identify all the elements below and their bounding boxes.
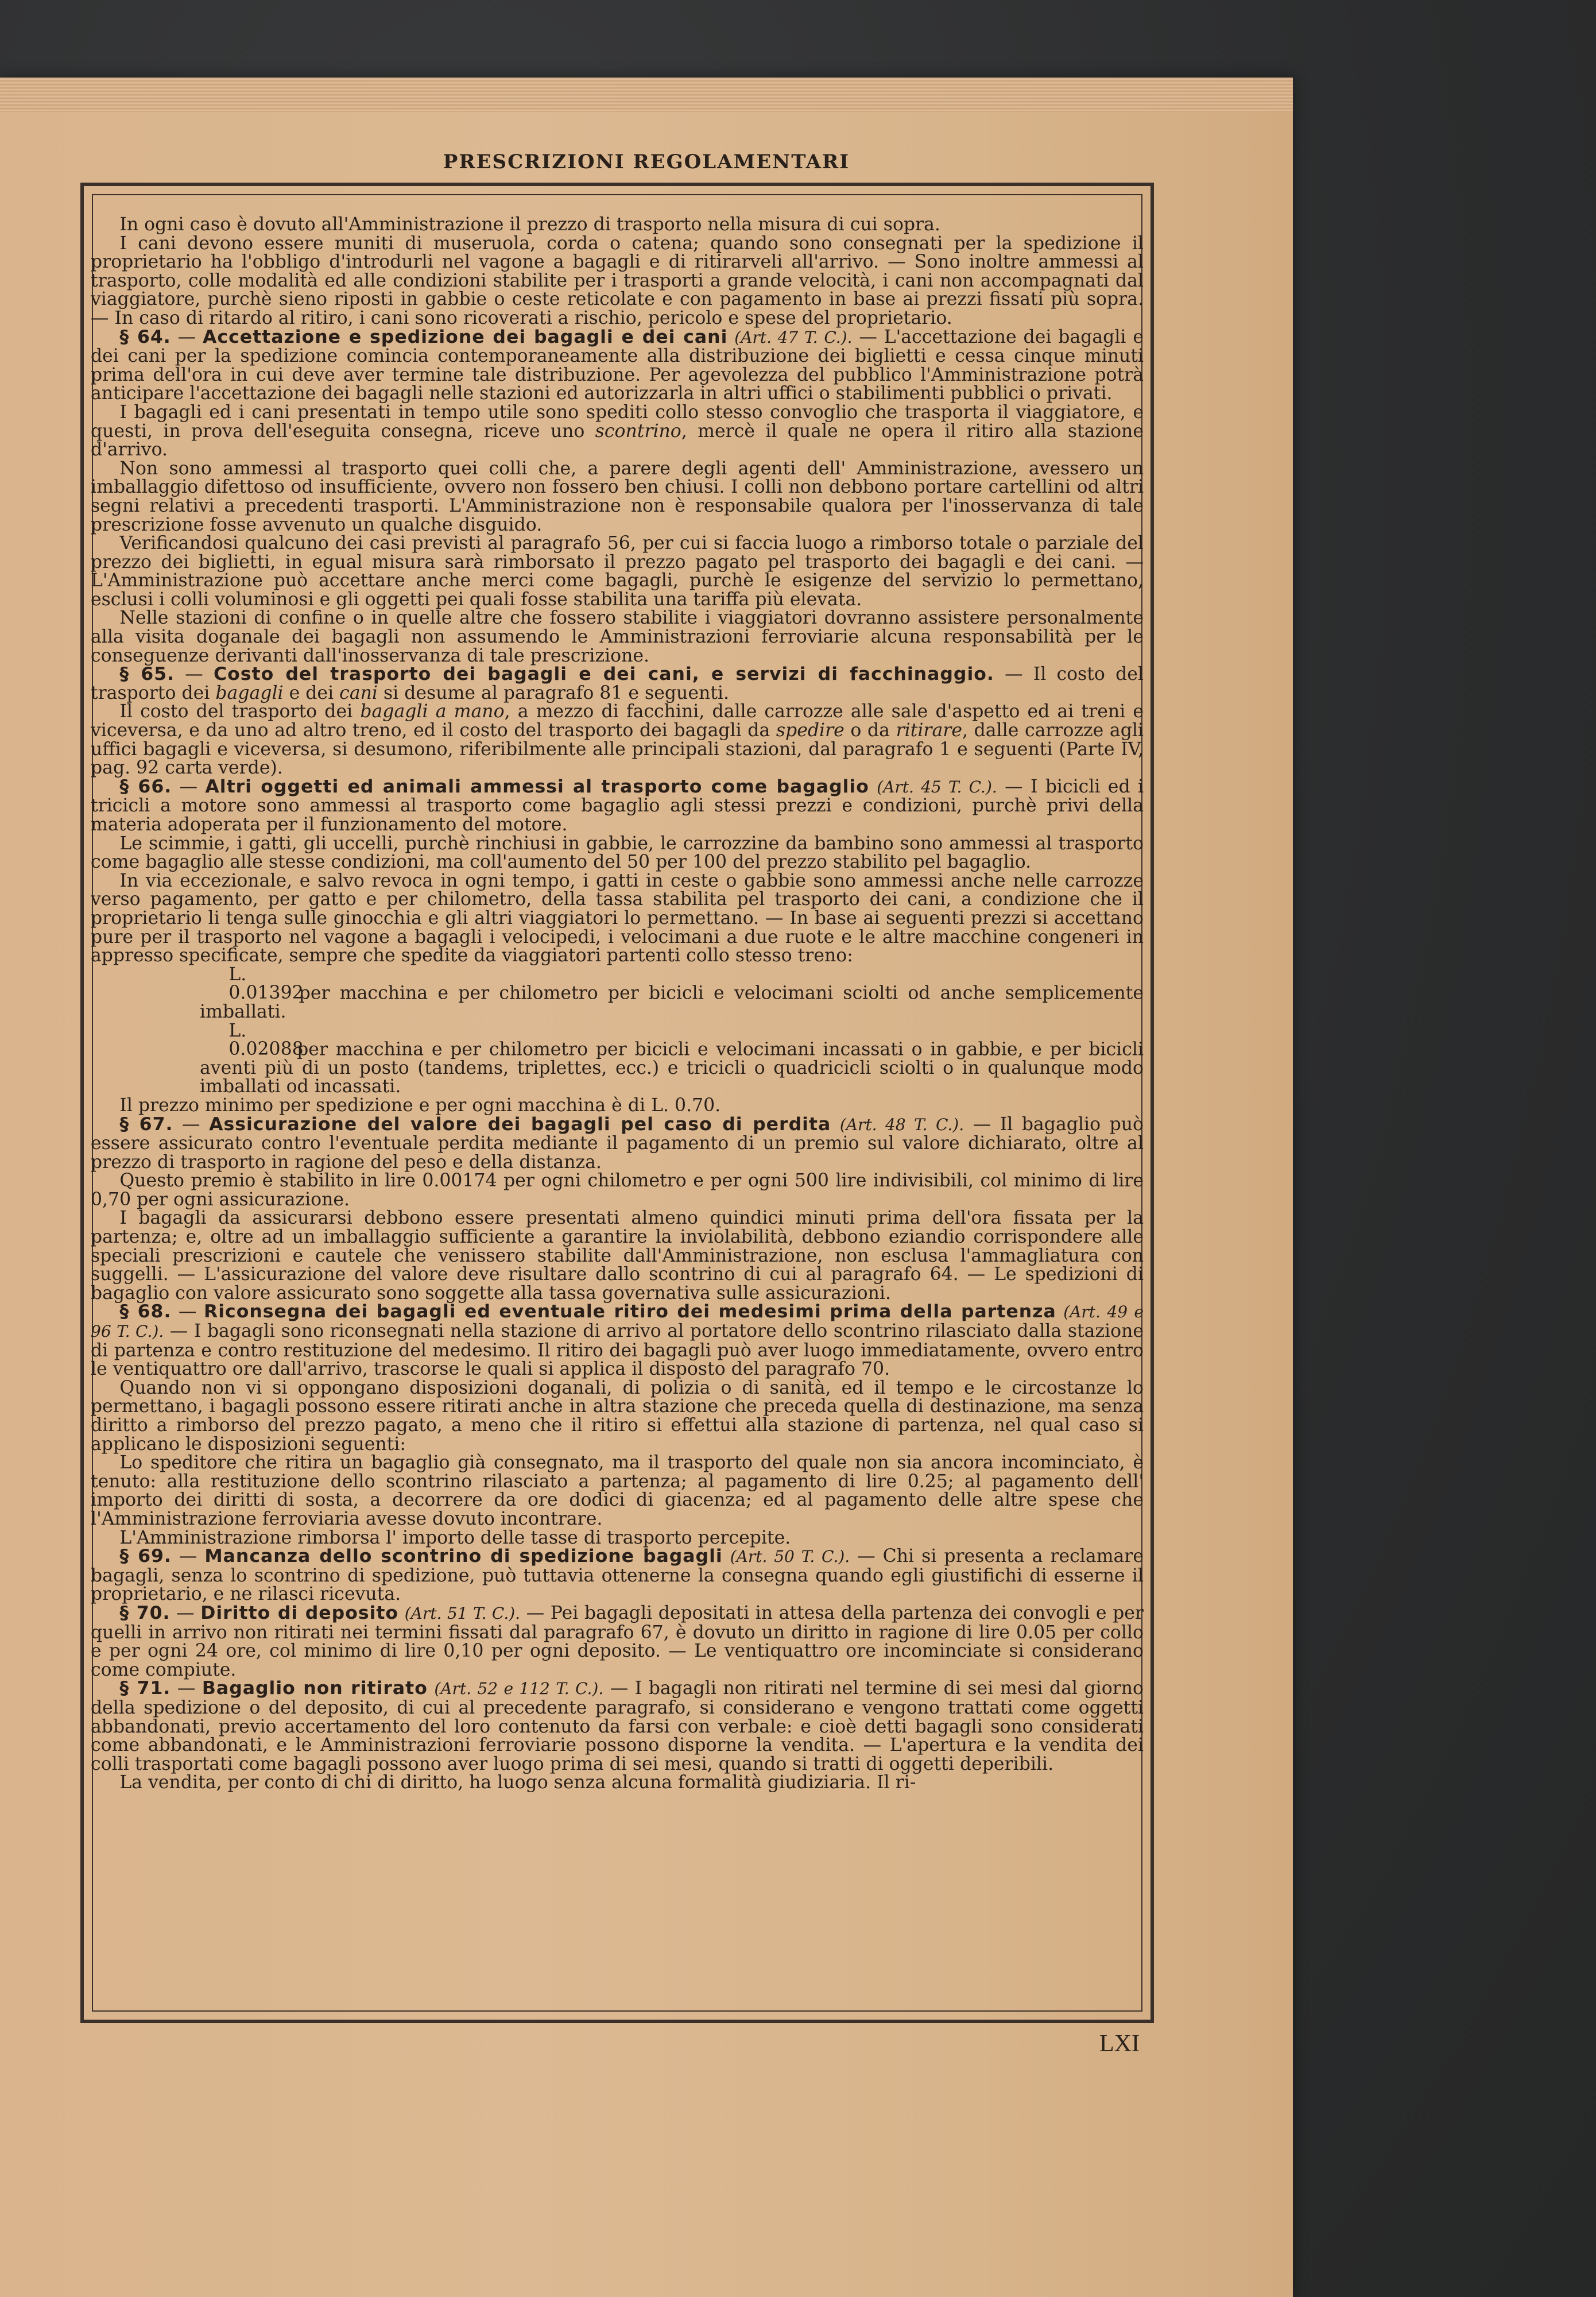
running-title: PRESCRIZIONI REGOLAMENTARI [443, 150, 850, 173]
paragraph: L'Amministrazione rimborsa l' importo delle tasse di trasporto percepite. [119, 1527, 791, 1548]
section-65: § 65. — Costo del trasporto dei bagagli e dei cani, e servizi di facchinaggio. — Il costo del trasporto dei bagagli e dei cani si desume al paragrafo 81 e seguenti. [91, 664, 1144, 703]
paragraph: In ogni caso è dovuto all'Amministrazione il prezzo di trasporto nella misura di cui sopra. [119, 214, 940, 235]
section-number: § 65. [119, 664, 175, 685]
section-number: § 68. [119, 1301, 172, 1322]
section-lead: — Il bagaglio può essere assicurato contro l'eventuale perdita mediante il pagamento di un premio sul valore dichiarato, oltre al prezzo di trasporto in ragione del peso e della distanza. [91, 1113, 1144, 1173]
text-run: I bagagli ed i cani presentati in tempo utile sono spediti collo stesso convoglio che trasporta il viaggiatore, e questi, in prova dell'eseguita consegna, riceve uno [91, 401, 1144, 442]
text-run: , a mezzo di facchini, dalle carrozze alle sale d'aspetto ed ai treni e viceversa, e da uno ad altro treno, ed il costo del trasporto dei bagagli da [91, 701, 1144, 741]
emphasis: cani [339, 682, 378, 703]
body-text [91, 215, 1144, 1792]
section-title: Costo del trasporto dei bagagli e dei cani, e servizi di facchinaggio. [214, 664, 994, 685]
section-69: § 69. — Mancanza dello scontrino di spedizione bagagli (Art. 50 T. C.). — Chi si presenta a reclamare bagagli, senza lo scontrino di spedizione, può tuttavia ottenerne la consegna quando egli giustifichi di esserne il proprietario, e ne rilasci ricevuta. [91, 1546, 1144, 1605]
section-title: Accettazione e spedizione dei bagagli e dei cani [203, 326, 728, 347]
section-title: Altri oggetti ed animali ammessi al trasporto come bagaglio [205, 776, 869, 797]
paragraph [91, 702, 1144, 777]
tariff-price: L. 0.02088 [228, 1020, 304, 1060]
paragraph: Verificandosi qualcuno dei casi previsti al paragrafo 56, per cui si faccia luogo a rimborso totale o parziale del prezzo dei biglietti, in egual misura sarà rimborsato il prezzo pagato pel trasporto dei bagagli e dei cani. — L'Amministrazione può accettare anche merci come bagagli, purchè le esigenze del servizio lo permettano, esclusi i colli voluminosi e gli oggetti pei quali fosse stabilita una tariffa più elevata. [91, 533, 1144, 610]
section-lead: L'accettazione dei bagagli e dei cani per la spedizione comincia contemporaneamente alla distribuzione dei biglietti e cessa cinque minuti prima dell'ora in cui deve aver termine tale distribuzione. Per agevolezza del pubblico l'Amministrazione potrà anticipare l'accettazione dei bagagli nelle stazioni ed autorizzarla in altri uffici o stabilimenti pubblici o privati. [91, 326, 1144, 404]
article-reference: (Art. 50 T. C.). [730, 1547, 850, 1567]
emphasis: ritirare [896, 720, 962, 741]
text-run: e dei [289, 682, 334, 703]
section-number: § 66. [119, 776, 172, 797]
tariff-description: per macchina e per chilometro per bicicli e velocimani sciolti od anche semplicemente imballati. [200, 983, 1144, 1022]
text-run: o da [850, 720, 890, 741]
paragraph [91, 403, 1144, 459]
section-title: Mancanza dello scontrino di spedizione bagagli [204, 1546, 723, 1567]
paragraph: Il prezzo minimo per spedizione e per ogni macchina è di L. 0.70. [119, 1095, 721, 1116]
article-reference: (Art. 47 T. C.). [734, 327, 853, 347]
section-number: § 69. [119, 1546, 172, 1567]
paragraph: I bagagli da assicurarsi debbono essere presentati almeno quindici minuti prima dell'ora fissata per la partenza; e, oltre ad un imballaggio sufficiente a garantire la inviolabilità, debbono eziandio corrispondere alle speciali prescrizioni e cautele che venissero stabilite dall'Amministrazione, non esclusa l'ammagliatura con suggelli. — L'assicurazione del valore deve risultare dallo scontrino di cui al paragrafo 64. — Le spedizioni di bagaglio con valore assicurato sono soggette alla tassa governativa sulle assicurazioni. [91, 1208, 1144, 1304]
paragraph: In via eccezionale, e salvo revoca in ogni tempo, i gatti in ceste o gabbie sono ammessi anche nelle carrozze verso pagamento, per gatto e per chilometro, della tassa stabilita pel trasporto dei cani, a condizione che il proprietario li tenga sulle ginocchia e gli altri viaggiatori lo permettano. — In base ai seguenti prezzi si accettano pure per il trasporto nel vagone a bagagli i velocipedi, i velocimani a due ruote e le altre macchine congeneri in appresso specificate, sempre che spedite da viaggiatori partenti collo stesso treno: [91, 870, 1144, 966]
section-66: § 66. — Altri oggetti ed animali ammessi al trasporto come bagaglio (Art. 45 T. C.). — I bicicli ed i tricicli a motore sono ammessi al trasporto come bagaglio agli stessi prezzi e condizioni, purchè privi della materia adoperata per il funzionamento del motore. [91, 776, 1144, 835]
emphasis: spedire [776, 720, 845, 741]
text-run: Il costo del trasporto dei [119, 701, 353, 722]
section-number: § 67. [119, 1113, 173, 1135]
section-68: § 68. — Riconsegna dei bagagli ed eventuale ritiro dei medesimi prima della partenza (Art. 49 e 96 T. C.). — I bagagli sono riconsegnati nella stazione di arrivo al portatore dello scontrino rilasciato dalla stazione di partenza e contro restituzione del medesimo. Il ritiro dei bagagli può aver luogo immediatamente, ovvero entro le ventiquattro ore dall'arrivo, trascorse le quali si applica il disposto del paragrafo 70. [91, 1301, 1144, 1380]
text-run: , mercè il quale ne opera il ritiro alla stazione d'arrivo. [91, 420, 1144, 461]
page-stack-edge [0, 78, 1293, 112]
tariff-row [91, 965, 1144, 1022]
paragraph: Lo speditore che ritira un bagaglio già consegnato, ma il trasporto del quale non sia ancora incominciato, è tenuto: alla restituzione dello scontrino rilasciato a partenza; al pagamento di lire 0.25; al pagamento dell' importo dei diritti di sosta, a decorrere da ore dodici di giacenza; ed al pagamento delle altre spese che l'Amministrazione ferroviaria avesse dovuto incontrare. [91, 1452, 1144, 1529]
text-run: , dalle carrozze agli uffici bagagli e viceversa, si desumono, riferibilmente alle principali stazioni, dal paragrafo 1 e seguenti (Parte IV, pag. 92 carta verde). [91, 720, 1144, 779]
section-71: § 71. — Bagaglio non ritirato (Art. 52 e 112 T. C.). — I bagagli non ritirati nel termine di sei mesi dal giorno della spedizione o del deposito, di cui al precedente paragrafo, si considerano e vengono trattati come oggetti abbandonati, previo accertamento del loro contenuto da farsi con verbale: e cioè detti bagagli sono considerati come abbandonati, e le Amministrazioni ferroviarie possono disporne la vendita. — L'apertura e la vendita dei colli trasportati come bagagli possono aver luogo prima di sei mesi, quando si tratti di oggetti deperibili. [91, 1678, 1144, 1774]
section-title: Bagaglio non ritirato [202, 1678, 428, 1699]
emphasis: bagagli [215, 682, 284, 703]
section-number: § 71. [119, 1678, 171, 1699]
section-title: Diritto di deposito [200, 1602, 399, 1623]
section-title: Riconsegna dei bagagli ed eventuale ritiro dei medesimi prima della partenza [204, 1301, 1056, 1322]
paragraph: Quando non vi si oppongano disposizioni doganali, di polizia o di sanità, ed il tempo e le circostanze lo permettano, i bagagli possono essere ritirati anche in altra stazione che preceda quella di destinazione, ma senza diritto a rimborso del prezzo pagato, a meno che il ritiro si effettui alla stazione di partenza, nel qual caso si applicano le disposizioni seguenti: [91, 1377, 1144, 1455]
section-number: § 70. [119, 1602, 171, 1623]
paragraph: La vendita, per conto di chi di diritto, ha luogo senza alcuna formalità giudiziaria. Il ri- [119, 1772, 916, 1793]
section-title: Assicurazione del valore dei bagagli pel caso di perdita [209, 1113, 831, 1135]
section-lead: — Pei bagagli depositati in attesa della partenza dei convogli e per quelli in arrivo non ritirati nei termini fissati dal paragrafo 67, è dovuto un diritto in ragione di lire 0.05 per collo e per ogni 24 ore, col minimo di lire 0,10 per ogni deposito. — Le ventiquattro ore incominciate si considerano come compiute. [91, 1602, 1144, 1680]
section-64: § 64. — Accettazione e spedizione dei bagagli e dei cani (Art. 47 T. C.). — L'accettazione dei bagagli e dei cani per la spedizione comincia contemporaneamente alla distribuzione dei biglietti e cessa cinque minuti prima dell'ora in cui deve aver termine tale distribuzione. Per agevolezza del pubblico l'Amministrazione potrà anticipare l'accettazione dei bagagli nelle stazioni ed autorizzarla in altri uffici o stabilimenti pubblici o privati. [91, 326, 1144, 404]
page-number: LXI [1099, 2031, 1140, 2057]
emphasis: scontrino [595, 420, 681, 442]
article-reference: (Art. 49 e 96 T. C.). [91, 1302, 1144, 1341]
article-reference: (Art. 52 e 112 T. C.). [434, 1679, 604, 1699]
section-lead: — I bagagli non ritirati nel termine di sei mesi dal giorno della spedizione o del deposito, di cui al precedente paragrafo, si considerano e vengono trattati come oggetti abbandonati, previo accertamento del loro contenuto da farsi con verbale: e cioè detti bagagli sono considerati come abbandonati, e le Amministrazioni ferroviarie possono disporne la vendita. — L'apertura e la vendita dei colli trasportati come bagagli possono aver luogo prima di sei mesi, quando si tratti di oggetti deperibili. [91, 1678, 1144, 1774]
emphasis: bagagli a mano [360, 701, 505, 722]
text-run: — Il costo del trasporto dei [91, 664, 1144, 703]
text-run: si desume al paragrafo 81 e seguenti. [383, 682, 729, 703]
section-number: § 64. [119, 326, 171, 347]
tariff-row [91, 1022, 1144, 1096]
tariff-price: L. 0.01392 [228, 964, 304, 1004]
section-lead: — I bicicli ed i tricicli a motore sono ammessi al trasporto come bagaglio agli stessi prezzi e condizioni, purchè privi della materia adoperata per il funzionamento del motore. [91, 776, 1144, 835]
section-70: § 70. — Diritto di deposito (Art. 51 T. C.). — Pei bagagli depositati in attesa della partenza dei convogli e per quelli in arrivo non ritirati nei termini fissati dal paragrafo 67, è dovuto un diritto in ragione di lire 0.05 per collo e per ogni 24 ore, col minimo di lire 0,10 per ogni deposito. — Le ventiquattro ore incominciate si considerano come compiute. [91, 1602, 1144, 1680]
section-67: § 67. — Assicurazione del valore dei bagagli pel caso di perdita (Art. 48 T. C.). — Il bagaglio può essere assicurato contro l'eventuale perdita mediante il pagamento di un premio sul valore dichiarato, oltre al prezzo di trasporto in ragione del peso e della distanza. [91, 1113, 1144, 1173]
paragraph: Nelle stazioni di confine o in quelle altre che fossero stabilite i viaggiatori dovranno assistere personalmente alla visita doganale dei bagagli non assumendo le Amministrazioni ferroviarie alcuna responsabilità per le conseguenze derivanti dall'inosservanza di tale prescrizione. [91, 608, 1144, 666]
tariff-description: per macchina e per chilometro per bicicli e velocimani incassati o in gabbie, e per bicicli aventi più di un posto (tandems, triplettes, ecc.) e tricicli o quadricicli sciolti o in qualunque modo imballati od incassati. [200, 1039, 1144, 1097]
section-lead: — Chi si presenta a reclamare bagagli, senza lo scontrino di spedizione, può tuttavia ottenerne la consegna quando egli giustifichi di esserne il proprietario, e ne rilasci ricevuta. [91, 1546, 1144, 1605]
paragraph: Questo premio è stabilito in lire 0.00174 per ogni chilometro e per ogni 500 lire indivisibili, col minimo di lire 0,70 per ogni assicurazione. [91, 1170, 1144, 1210]
article-reference: (Art. 51 T. C.). [404, 1603, 521, 1623]
paragraph: Le scimmie, i gatti, gli uccelli, purchè rinchiusi in gabbie, le carrozzine da bambino sono ammessi al trasporto come bagaglio alle stesse condizioni, ma coll'aumento del 50 per 100 del prezzo stabilito pel bagaglio. [91, 833, 1144, 873]
article-reference: (Art. 45 T. C.). [877, 777, 997, 796]
section-lead: — I bagagli sono riconsegnati nella stazione di arrivo al portatore dello scontrino rilasciato dalla stazione di partenza e contro restituzione del medesimo. Il ritiro dei bagagli può aver luogo immediatamente, ovvero entro le ventiquattro ore dall'arrivo, trascorse le quali si applica il disposto del paragrafo 70. [91, 1321, 1144, 1380]
paragraph: I cani devono essere muniti di museruola, corda o catena; quando sono consegnati per la spedizione il proprietario ha l'obbligo d'introdurli nel vagone a bagagli e di ritirarveli all'arrivo. — Sono inoltre ammessi al trasporto, colle modalità ed alle condizioni stabilite per i trasporti a grande velocità, i cani non accompagnati dal viaggiatore, purchè sieno riposti in gabbie o ceste reticolate e con pagamento in base ai prezzi fissati più sopra. — In caso di ritardo al ritiro, i cani sono ricoverati a rischio, pericolo e spese del proprietario. [91, 233, 1144, 328]
article-reference: (Art. 48 T. C.). [839, 1115, 964, 1134]
paragraph: Non sono ammessi al trasporto quei colli che, a parere degli agenti dell' Amministrazione, avessero un imballaggio difettoso od insufficiente, ovvero non fossero ben chiusi. I colli non debbono portare cartellini od altri segni relativi a precedenti trasporti. L'Amministrazione non è responsabile qualora per l'inosservanza di tale prescrizione fosse avvenuto un qualche disguido. [91, 458, 1144, 535]
